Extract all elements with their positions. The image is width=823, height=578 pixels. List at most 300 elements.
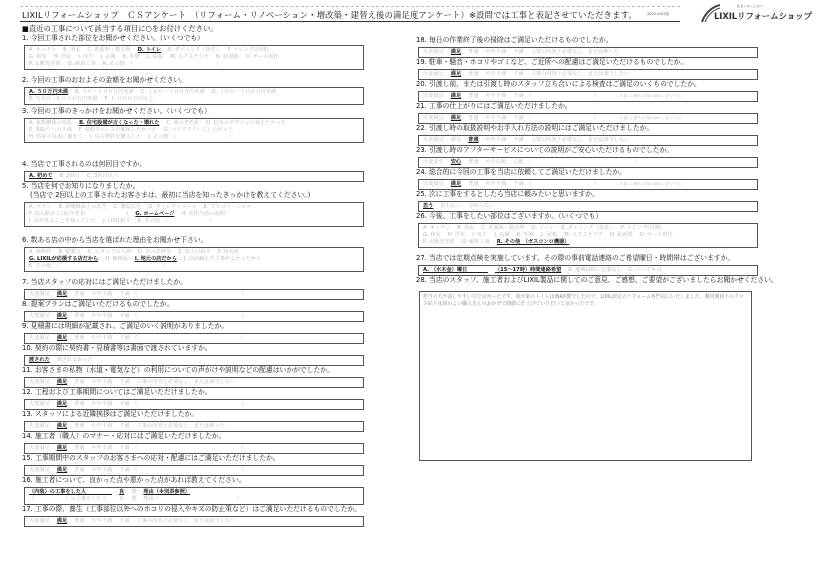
option-row — [423, 49, 753, 56]
option[interactable]: F. １,０００万円以上 — [104, 96, 154, 102]
option[interactable]: やや不満 — [91, 445, 113, 451]
option[interactable]: E. ダイニング（食堂） — [561, 225, 615, 231]
option-row — [29, 218, 359, 225]
option[interactable]: F. リビング(居間) — [227, 47, 269, 53]
option[interactable]: L. 屋根 — [540, 232, 558, 238]
option[interactable]: やや不満 — [91, 379, 113, 385]
option-row — [29, 423, 359, 430]
option[interactable]: Q. 耐震工事 — [461, 239, 490, 245]
header-bar — [20, 0, 680, 22]
option[interactable]: やや不満 — [485, 137, 507, 143]
option[interactable]: 大変満足 — [29, 445, 50, 451]
option[interactable]: 大変満足 — [29, 423, 50, 429]
option[interactable]: 不満 （ ） — [119, 467, 247, 473]
option[interactable]: 大変安心 — [423, 159, 444, 165]
question-9 — [22, 322, 364, 344]
question-20 — [416, 80, 758, 102]
option[interactable]: I. 店があることを知っていた — [29, 218, 97, 224]
option[interactable]: A. キッチン — [29, 47, 57, 53]
answer-box — [418, 201, 758, 212]
answer-box — [24, 516, 364, 527]
option[interactable]: やや不満 — [485, 115, 507, 121]
option[interactable]: やや不満 — [91, 423, 113, 429]
option[interactable]: C. 雑誌広告 — [113, 204, 142, 210]
option[interactable]: 大変満足 — [29, 379, 50, 385]
question-16 — [22, 476, 364, 505]
option[interactable]: B. 連絡は特に必要なし — [568, 267, 622, 273]
form-version-date: 2021.04月版 — [647, 12, 670, 16]
option[interactable]: A. 家族構成の変化 — [29, 120, 73, 126]
option[interactable]: 普通 — [468, 49, 479, 55]
option[interactable]: やや不満 — [91, 291, 113, 297]
option-selected[interactable]: 満足 — [450, 115, 462, 121]
option[interactable]: F. 知名度 — [217, 249, 239, 255]
option[interactable]: E. ダイニング（食堂） — [168, 47, 221, 53]
option[interactable]: 工事の内容上必要なし、または該当しない — [530, 71, 630, 77]
option-row — [29, 47, 359, 54]
question-15 — [22, 454, 364, 476]
question-title: 12. 工程および工事期間についてはご満足いただけましたか。 — [22, 388, 212, 396]
option-selected[interactable]: 満足 — [450, 181, 462, 187]
option[interactable]: 理由（ ） — [143, 496, 242, 502]
option[interactable]: C. いつでも可 — [628, 267, 662, 273]
option[interactable]: 大変満足 — [29, 291, 50, 297]
option-row — [29, 256, 359, 263]
option[interactable]: やや不満 — [91, 401, 113, 407]
option[interactable]: H. 洋室 — [53, 54, 72, 60]
answer-box — [24, 355, 364, 366]
option[interactable]: 大変満足 — [29, 335, 50, 341]
option-selected[interactable]: 安心 — [450, 159, 462, 165]
option[interactable]: J. 玄関 — [494, 232, 510, 238]
option[interactable]: 大変満足 — [423, 93, 444, 99]
option[interactable]: C. 3回目以上 — [87, 173, 118, 179]
option[interactable]: 不満 （ ） — [119, 445, 247, 451]
option[interactable]: C. １００～３００万円未満 — [140, 89, 205, 95]
option[interactable]: 大変満足 — [423, 71, 444, 77]
question-title: 23. 引渡し時のアフターサービスについての説明がご安心いただけるものでしたか。 — [416, 146, 674, 154]
option[interactable]: 普通 — [74, 518, 85, 524]
question-title: 18. 毎日の作業終了後の掃除はご満足いただけるものでしたか。 — [416, 36, 613, 44]
option[interactable]: I. 床下 — [78, 54, 94, 60]
option-selected[interactable]: 満足 — [56, 445, 68, 451]
question-27 — [416, 254, 758, 276]
option[interactable]: B. 提案力 — [58, 249, 81, 255]
option[interactable]: 普通 — [74, 291, 85, 297]
question-title: 14. 施工者（職人）のマナー・応対にはご満足いただけましたか。 — [22, 432, 226, 440]
option[interactable]: J. 以前頼んだ工事がよかったから — [183, 256, 262, 262]
option[interactable]: R. その他 （ ） — [102, 61, 221, 67]
option-selected[interactable]: 満足 — [56, 335, 68, 341]
answer-box — [418, 69, 758, 80]
option-row — [423, 232, 753, 239]
question-2 — [22, 76, 364, 105]
option[interactable]: 渡されなかった — [56, 357, 94, 363]
question-title: 9. 見積書には明細が記載され、ご満足のいく説明がありましたか。 — [22, 322, 229, 330]
option[interactable]: B. 浴室 — [457, 225, 475, 231]
answer-box — [24, 443, 364, 454]
option[interactable]: やや不満 — [91, 313, 113, 319]
question-23 — [416, 146, 758, 168]
option-selected[interactable]: 満足 — [56, 379, 68, 385]
option-selected[interactable]: 思う — [423, 203, 434, 209]
question-title: 10. 契約の際に契約書・見積書等は書面で渡されていますか。 — [22, 344, 212, 352]
question-title: 7. 当店スタッフの応対にはご満足いただけましたか。 — [22, 278, 187, 286]
option[interactable]: N. 給湯器 — [216, 54, 239, 60]
option[interactable]: H. 価格面 — [105, 256, 128, 262]
option-row — [423, 181, 753, 188]
option-selected[interactable]: （内装）の工事をした人 — [29, 489, 113, 495]
question-title: 5. 当店を何でお知りになりましたか。 — [22, 182, 140, 190]
option[interactable]: C. 洗面所・脱衣所 — [481, 225, 525, 231]
option-row — [29, 357, 359, 364]
option[interactable]: A. チラシ — [29, 204, 52, 210]
question-8 — [22, 300, 364, 322]
option[interactable]: D. ３００～５００万円未満 — [211, 89, 277, 95]
option[interactable]: J. 玄関 — [100, 54, 116, 60]
question-26 — [416, 212, 758, 248]
option-selected[interactable]: 普通 — [468, 137, 479, 143]
option-row — [29, 211, 359, 218]
question-title: 8. 提案プランはご満足いただけるものでしたか。 — [22, 300, 174, 308]
option-row — [29, 379, 359, 386]
option-selected[interactable]: R. その他 （ガスコンロ機器） — [496, 239, 570, 245]
option[interactable]: H. 店担当者の訪問 — [181, 211, 225, 217]
option[interactable]: やや不満 — [485, 49, 507, 55]
lixil-logo — [700, 3, 818, 23]
option[interactable]: L. 屋根 — [146, 54, 164, 60]
option[interactable]: 満足 — [450, 137, 462, 143]
answer-box — [24, 87, 364, 105]
option[interactable]: O. オール電化 — [639, 232, 673, 238]
option[interactable]: 不満 （ ） — [513, 115, 599, 121]
option[interactable]: M. エクステリア — [564, 232, 603, 238]
option[interactable]: 大変満足 — [423, 49, 444, 55]
answer-box — [418, 223, 758, 248]
option[interactable]: 普通 — [74, 335, 85, 341]
option-row — [29, 291, 359, 298]
option[interactable]: F. 収納スペースを確保したかった — [78, 127, 157, 133]
option[interactable]: A. キッチン — [423, 225, 451, 231]
option-selected[interactable]: D. トイレ — [137, 47, 162, 53]
question-14 — [22, 432, 364, 454]
option[interactable]: 大変満足 — [29, 401, 50, 407]
option-row — [423, 159, 753, 166]
option-row — [423, 71, 753, 78]
option[interactable]: D. 店の雰囲気 — [137, 249, 172, 255]
option-row — [29, 120, 359, 127]
option[interactable]: K. 外壁 — [122, 54, 140, 60]
option[interactable]: 大変満足 — [423, 137, 444, 143]
option[interactable]: やや不満 — [91, 335, 113, 341]
option-row — [29, 518, 359, 525]
option[interactable]: K. その他 （ ） — [137, 218, 215, 224]
option-selected[interactable]: （15～17時）時間連絡希望 — [494, 267, 562, 273]
survey-title: LIXILリフォームショップ ＣＳアンケート （リフォーム・リノベーション・増改築・建替え後の満足度アンケート）※設問では工事と表記させていただきます。 — [22, 10, 637, 20]
answer-box — [24, 487, 364, 505]
option[interactable]: 普通 — [74, 401, 85, 407]
question-18 — [416, 36, 758, 58]
option[interactable]: D. ダイレクトメール — [148, 204, 197, 210]
answer-note: ※ 施工に関する内容は28へご記入下さい — [619, 182, 683, 186]
option-selected[interactable]: 良 — [119, 489, 125, 495]
option-row — [423, 203, 753, 210]
option[interactable]: J. その他 （ ） — [148, 134, 234, 140]
question-title: 6. 数ある店の中から当店を選ばれた理由をお聞かせ下さい。 — [22, 236, 208, 244]
option[interactable]: 工事の内容上必要なし、または断った — [136, 423, 225, 429]
answer-box — [24, 171, 364, 182]
question-22 — [416, 124, 758, 146]
option[interactable]: J. LIXIL紹介 — [103, 218, 131, 224]
answer-box — [24, 399, 364, 410]
option[interactable]: B. ５０～１００万円未満 — [75, 89, 134, 95]
answer-box — [418, 135, 758, 146]
option[interactable]: Q. 耐震工事 — [67, 61, 96, 67]
option[interactable]: 悪 — [131, 496, 137, 502]
option[interactable]: 大変満足 — [29, 518, 50, 524]
option-row — [29, 263, 359, 270]
option[interactable]: 不満 — [513, 137, 524, 143]
answer-box — [418, 113, 758, 124]
question-title: 22. 引渡し時の取扱説明やお手入れ方法の説明にはご満足いただけましたか。 — [416, 124, 654, 132]
option-selected[interactable]: 満足 — [56, 313, 68, 319]
option[interactable]: 工事の内容上必要なし、または断った — [530, 49, 619, 55]
option-row — [29, 127, 359, 134]
option[interactable]: A. 価格性 — [29, 249, 52, 255]
option[interactable]: I. 床下 — [472, 232, 488, 238]
question-4 — [22, 160, 364, 182]
option-selected[interactable]: 渡された — [29, 357, 50, 363]
option-selected[interactable]: 満足 — [56, 518, 68, 524]
option[interactable]: 不満 — [513, 49, 524, 55]
option[interactable]: D. トイレ — [531, 225, 555, 231]
question-title: 21. 工事の仕上がりにはご満足いただけましたか。 — [416, 102, 572, 110]
answer-box — [418, 157, 758, 168]
option[interactable]: 不満 — [119, 379, 130, 385]
option[interactable]: D. 好みのデザインに変えたかった — [206, 120, 286, 126]
option[interactable]: 普通 — [74, 445, 85, 451]
option[interactable]: 大変満足 — [29, 467, 50, 473]
option-row — [423, 137, 753, 144]
option[interactable]: 不満 （ ） — [119, 335, 247, 341]
option[interactable]: E. 知人の紹介 — [178, 249, 211, 255]
question-title: 1. 今回工事された部位をお聞かせください。（いくつでも） — [22, 34, 204, 42]
option[interactable]: 不満 （ ） — [119, 401, 247, 407]
answer-box — [418, 47, 758, 58]
option-row — [29, 401, 359, 408]
option-row — [29, 89, 359, 96]
option[interactable]: 工事の内容上必要なし、または該当しない — [136, 379, 236, 385]
option[interactable]: やや不満 — [91, 518, 113, 524]
option-row — [29, 467, 359, 474]
option[interactable]: 工事の内容上必要なし、または該当しない — [530, 137, 630, 143]
option-selected[interactable]: A. ５０万円未満 — [29, 89, 69, 95]
option-row — [29, 335, 359, 342]
question-13 — [22, 410, 364, 432]
option-row — [423, 225, 753, 232]
option-row — [423, 93, 753, 100]
option-selected[interactable]: G. LIXILが応援する店だから — [29, 256, 99, 262]
option[interactable]: 心配 （ ） — [513, 159, 641, 165]
option-selected[interactable]: 満足 — [450, 49, 462, 55]
question-title: 26. 今後、工事をしたい部位はございますか。（いくつでも） — [416, 212, 603, 220]
question-11 — [22, 366, 364, 388]
comment-textarea[interactable]: 担当の方が話しやすい方で良かったです。我が家のトイレはINAX製でしたので、LIXIL認定のリフォーム専門店にいたしました。階段側段下のクロス貼り床組のよい職人さんのおかげで綺麗に仕上げていただいて良かったです。 — [419, 291, 752, 461]
option[interactable]: H. 洋室 — [447, 232, 466, 238]
option[interactable]: N. 給湯器 — [610, 232, 633, 238]
logo-text: LIXILリフォームショップ — [714, 12, 812, 22]
option[interactable]: 不満 （ ） — [513, 93, 599, 99]
option[interactable]: 悪 — [131, 489, 137, 495]
question-25 — [416, 190, 758, 212]
option-selected[interactable]: I. 地元の店だから — [134, 256, 177, 262]
option[interactable]: 普通 — [468, 115, 479, 121]
option[interactable]: 大変満足 — [29, 313, 50, 319]
answer-box — [24, 377, 364, 388]
question-3 — [22, 107, 364, 143]
question-21 — [416, 102, 758, 124]
option[interactable]: （ ）の工事をした人 — [29, 496, 113, 502]
logo-tagline: 住まいのことなら — [737, 4, 764, 8]
option-selected[interactable]: 満足 — [450, 71, 462, 77]
option-selected[interactable]: B. 住宅設備が古くなった・壊れた — [79, 120, 160, 126]
option[interactable]: M. エクステリア — [170, 54, 209, 60]
option[interactable]: P. 太陽光発電 — [423, 239, 455, 245]
question-title: 24. 総合的に今回の工事を当店に依頼してご満足いただけましたか。 — [416, 168, 627, 176]
option-row — [29, 249, 359, 256]
option-row — [423, 239, 753, 246]
option[interactable]: I. 中古物件を購入した — [89, 134, 142, 140]
question-subtitle: (当店で 2回以上の工事されたお客さまは、最初に当店を知ったきっかけを教えてください。) — [30, 191, 311, 199]
question-19 — [416, 58, 758, 80]
option[interactable]: 不満 — [119, 518, 130, 524]
option[interactable]: やや心配 — [485, 159, 507, 165]
option-selected[interactable]: 満足 — [56, 291, 68, 297]
option[interactable]: やや不満 — [485, 93, 507, 99]
option[interactable]: 大変満足 — [423, 115, 444, 121]
option[interactable]: C. 家の老朽化 — [166, 120, 200, 126]
option-row — [423, 267, 753, 274]
option[interactable]: E. 間取りへの不満 — [29, 127, 72, 133]
option-row — [29, 496, 359, 503]
answer-note: ※ 施工に関する内容は28へご記入下さい — [619, 116, 683, 120]
option[interactable]: K. その他 （ ） — [29, 263, 168, 269]
answer-box — [418, 91, 758, 102]
option[interactable]: 普通 — [468, 93, 479, 99]
question-1 — [22, 34, 364, 70]
option-row — [29, 61, 359, 68]
option[interactable]: 良 — [119, 496, 125, 502]
option[interactable]: やや不満 — [91, 467, 113, 473]
option[interactable]: 不満 （ ） — [119, 291, 247, 297]
question-title: 17. 工事の際、養生（工事部位以外へのホコリの侵入やキズの防止策など）はご満足いただけるものでしたか。 — [22, 505, 362, 513]
option-selected[interactable]: 満足 — [56, 401, 68, 407]
option-selected[interactable]: A. 初めて — [29, 173, 53, 179]
option[interactable]: 普通 — [74, 379, 85, 385]
option-selected[interactable]: A. （水木金）曜日 — [423, 267, 488, 273]
option[interactable]: G. 和室 — [423, 232, 441, 238]
answer-box — [24, 202, 364, 227]
option-row — [29, 96, 359, 103]
question-title: 3. 今回の工事のきっかけをお聞かせください。（いくつでも） — [22, 107, 211, 115]
option[interactable]: B. 浴室 — [63, 47, 81, 53]
option[interactable]: B. 新聞紙面上の広告 — [58, 204, 107, 210]
option-selected[interactable]: 満足 — [56, 423, 68, 429]
option[interactable]: 大変満足 — [423, 181, 444, 187]
option[interactable]: 不満 — [119, 423, 130, 429]
question-12 — [22, 388, 364, 410]
option-selected[interactable]: 満足 — [450, 93, 462, 99]
option[interactable]: O. オール電化 — [245, 54, 279, 60]
option[interactable]: 不満 （ ） — [119, 313, 247, 319]
option[interactable]: 不満 （ ） — [513, 181, 599, 187]
option[interactable]: 普通 — [468, 181, 479, 187]
instruction-text: ■直近の工事について該当する項目に○をお付けください。 — [22, 24, 218, 33]
question-6 — [22, 236, 364, 272]
answer-box — [24, 421, 364, 432]
option[interactable]: E. ５００～1,０００万円未満 — [29, 96, 98, 102]
option[interactable]: 普通 — [74, 467, 85, 473]
option[interactable]: 分からない — [468, 203, 495, 209]
answer-box — [24, 247, 364, 272]
answer-box — [418, 179, 758, 190]
option-row — [29, 134, 359, 141]
option[interactable]: 普通 — [468, 71, 479, 77]
option[interactable]: G. 和室 — [29, 54, 47, 60]
option[interactable]: B. 2回目 — [59, 173, 80, 179]
answer-note: ※ 施工に関する内容は28へご記入下さい — [619, 94, 683, 98]
question-title: 4. 当店で工事されるのは何回目ですか。 — [22, 160, 147, 168]
option[interactable]: K. 外壁 — [516, 232, 534, 238]
option-row — [29, 445, 359, 452]
question-title: 28. 当店のスタッフ、施工者およびLIXIL製品に関してのご意見、ご感想、ご要望がございましたらお聞かせください。 — [416, 276, 778, 284]
option[interactable]: P. 太陽光発電 — [29, 61, 61, 67]
option-selected[interactable]: 理由（※別表参照） — [143, 489, 190, 495]
question-title: 20. 引渡し前、または引渡し時のスタッフ立ち合いによる検査はご満足のいくものでしたか。 — [416, 80, 701, 88]
option[interactable]: 工事の内容上必要なし、または該当しない — [136, 518, 236, 524]
option-row — [29, 54, 359, 61]
question-title: 16. 施工者について、良かった点や悪かった点があれば教えてください。 — [22, 476, 246, 484]
answer-box — [418, 265, 758, 276]
option[interactable]: 思わない — [440, 203, 462, 209]
option[interactable]: やや不満 — [485, 181, 507, 187]
question-24 — [416, 168, 758, 190]
option-row — [29, 489, 359, 496]
option[interactable]: F. リビング(居間) — [621, 225, 662, 231]
option[interactable]: やや不満 — [485, 71, 507, 77]
question-title: 11. お客さまの私物（水道・電気など）の利用についての声がけや説明などの配慮はいかがでしたか。 — [22, 366, 334, 374]
answer-box — [24, 118, 364, 143]
option-row — [29, 204, 359, 211]
option[interactable]: H. 将来の災害に備えて — [29, 134, 83, 140]
option[interactable]: G. バリアフリーにしたかった — [163, 127, 234, 133]
question-title: 19. 駐車・騒音・ホコリやゴミなど、ご近所への配慮はご満足いただけるものでしたか。 — [416, 58, 688, 66]
answer-box — [24, 289, 364, 300]
question-title: 13. スタッフによる近隣挨拶はご満足いただけましたか。 — [22, 410, 199, 418]
option[interactable]: C. 洗面所・脱衣所 — [87, 47, 131, 53]
option[interactable]: 普通 — [74, 423, 85, 429]
option[interactable]: C. スタッフの人柄 — [87, 249, 131, 255]
option[interactable]: E. ＴＶコマーシャル — [203, 204, 252, 210]
option[interactable]: 普通 — [74, 313, 85, 319]
option-selected[interactable]: G. ホームページ — [135, 211, 175, 217]
question-28 — [416, 276, 778, 461]
question-title: 15. 工事期間中のスタッフのお客さまへの応対・配慮にはご満足いただけましたか。 — [22, 454, 280, 462]
option-selected[interactable]: 満足 — [56, 467, 68, 473]
option[interactable]: F. 知人紹介 (ご紹介者名 ) — [29, 211, 129, 217]
option[interactable]: 不満 — [513, 71, 524, 77]
option[interactable]: 普通 — [468, 159, 479, 165]
